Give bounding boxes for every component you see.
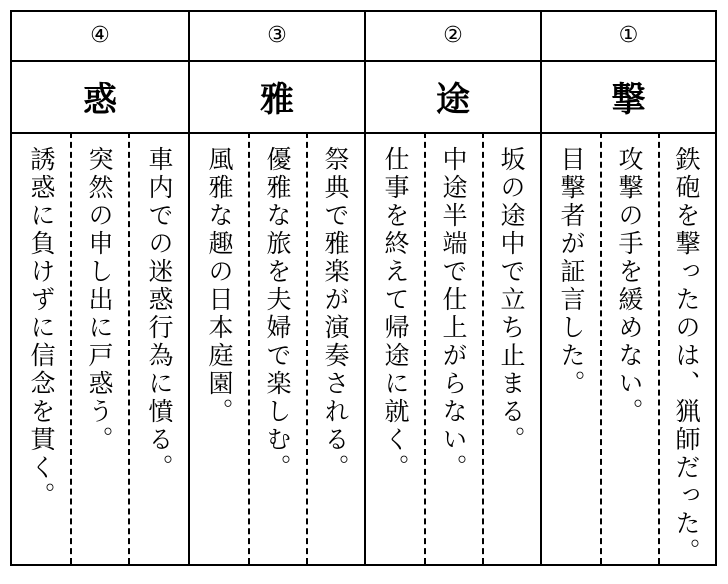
sentence-area	[190, 132, 364, 564]
number-cell	[542, 12, 715, 62]
sentence-text: 中途半端で仕上がらない。	[439, 146, 468, 482]
sentence-3	[542, 132, 600, 564]
kanji-cell	[366, 60, 540, 134]
sentence-2	[70, 132, 128, 564]
dashed-divider	[482, 132, 484, 564]
worksheet-table	[10, 10, 717, 566]
kanji-cell	[542, 60, 715, 134]
number-cell	[12, 12, 188, 62]
dashed-divider	[424, 132, 426, 564]
sentence-1	[482, 132, 540, 564]
column-2	[364, 12, 540, 564]
sentence-2	[600, 132, 658, 564]
number-cell	[190, 12, 364, 62]
dashed-divider	[70, 132, 72, 564]
column-number: ①	[618, 23, 639, 48]
sentence-area	[366, 132, 540, 564]
sentence-text: 突然の申し出に戸惑う。	[85, 146, 114, 454]
sentence-area	[12, 132, 188, 564]
sentence-text: 攻撃の手を緩めない。	[615, 146, 644, 426]
sentence-area	[542, 132, 715, 564]
sentence-2	[248, 132, 306, 564]
dashed-divider	[248, 132, 250, 564]
column-number: ③	[267, 23, 287, 48]
dashed-divider	[600, 132, 602, 564]
sentence-text: 車内での迷惑行為に憤る。	[145, 146, 174, 482]
column-number: ②	[443, 23, 463, 48]
kanji-heading: 途	[436, 79, 470, 120]
sentence-1	[130, 132, 188, 564]
sentence-text: 鉄砲を撃ったのは、猟師だった。	[672, 146, 701, 566]
kanji-heading: 惑	[83, 79, 117, 120]
sentence-text: 仕事を終えて帰途に就く。	[381, 146, 410, 482]
dashed-divider	[658, 132, 660, 564]
sentence-2	[424, 132, 482, 564]
column-4	[12, 12, 188, 564]
dashed-divider	[306, 132, 308, 564]
kanji-cell	[12, 60, 188, 134]
sentence-text: 誘惑に負けずに信念を貫く。	[27, 146, 56, 510]
dashed-divider	[128, 132, 130, 564]
sentence-text: 目撃者が証言した。	[557, 146, 586, 398]
sentence-3	[190, 132, 248, 564]
sentence-text: 風雅な趣の日本庭園。	[205, 146, 234, 426]
kanji-heading: 雅	[260, 79, 294, 120]
sentence-1	[657, 132, 715, 564]
sentence-text: 坂の途中で立ち止まる。	[497, 146, 526, 454]
kanji-heading: 撃	[611, 79, 646, 120]
sentence-3	[12, 132, 70, 564]
column-1	[540, 12, 715, 564]
number-cell	[366, 12, 540, 62]
sentence-text: 祭典で雅楽が演奏される。	[321, 146, 350, 482]
column-3	[188, 12, 364, 564]
sentence-text: 優雅な旅を夫婦で楽しむ。	[263, 146, 292, 482]
column-number: ④	[90, 23, 110, 48]
kanji-cell	[190, 60, 364, 134]
sentence-1	[306, 132, 364, 564]
sentence-3	[366, 132, 424, 564]
